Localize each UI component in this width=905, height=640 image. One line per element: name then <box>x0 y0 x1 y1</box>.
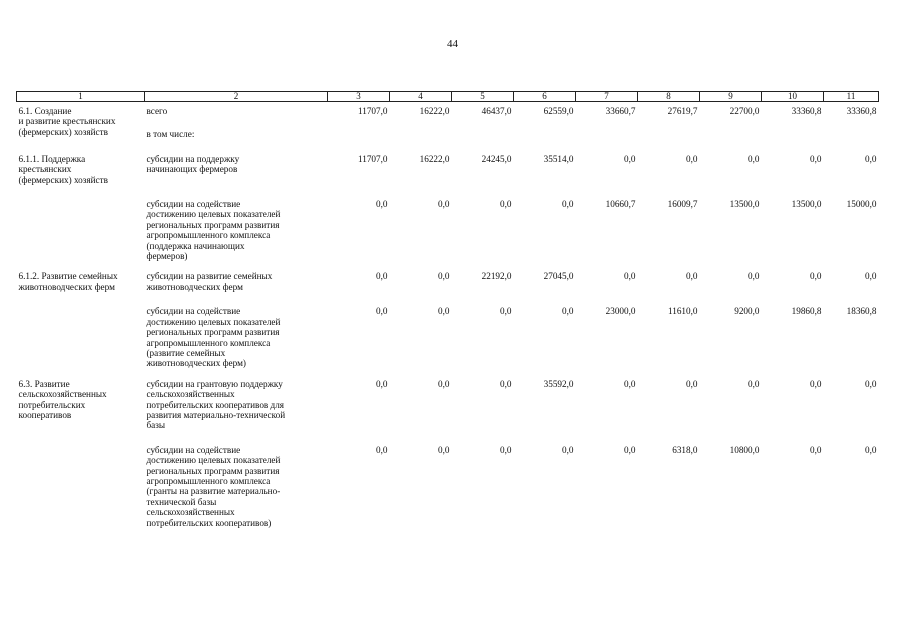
value-cell-col-6: 35514,0 <box>543 153 574 164</box>
value-cell-col-10: 19860,8 <box>791 306 822 317</box>
row-description-cell <box>145 102 328 140</box>
row-name-line: (фермерских) хозяйств <box>18 174 108 185</box>
column-header-8: 8 <box>638 92 700 102</box>
value-cell-col-6: 35592,0 <box>543 378 574 389</box>
row-name-line: потребительских <box>18 399 86 410</box>
table-row <box>17 185 879 261</box>
row-description-line: начинающих фермеров <box>146 164 238 175</box>
column-header-10: 10 <box>762 92 824 102</box>
table-row <box>17 261 879 292</box>
row-name-line: 6.1.1. Поддержка <box>18 153 86 164</box>
row-description-line: (развитие семейных <box>146 347 226 358</box>
row-description-line: достижению целевых показателей <box>146 455 281 466</box>
row-name-line: крестьянских <box>18 164 72 175</box>
value-cell-col-7: 0,0 <box>624 378 636 389</box>
row-name-line: (фермерских) хозяйств <box>18 126 108 137</box>
budget-table <box>16 91 879 528</box>
value-cell-col-7: 0,0 <box>624 153 636 164</box>
row-description-line: агропромышленного комплекса <box>146 230 271 241</box>
row-description-line: субсидии на содействие <box>146 199 241 210</box>
row-description-line: животноводческих ферм) <box>146 358 246 369</box>
value-cell-col-7: 23000,0 <box>605 306 636 317</box>
row-description-line: (гранты на развитие материально- <box>146 486 281 497</box>
value-cell-col-9: 22700,0 <box>729 106 760 116</box>
header-row <box>17 92 879 102</box>
row-description-cell <box>145 431 328 528</box>
value-cell-col-4: 0,0 <box>438 271 450 282</box>
value-cell-col-9: 10800,0 <box>729 444 760 455</box>
row-description-cell <box>145 185 328 261</box>
row-description-line: сельскохозяйственных <box>146 507 235 518</box>
row-name-cell <box>17 292 145 368</box>
table-row <box>17 102 879 140</box>
column-header-9: 9 <box>700 92 762 102</box>
row-name-line: 6.3. Развитие <box>18 378 70 389</box>
value-cell-col-6: 27045,0 <box>543 271 574 282</box>
value-cell-col-6: 0,0 <box>562 444 574 455</box>
value-cell-col-3: 0,0 <box>376 378 388 389</box>
value-cell-col-3: 11707,0 <box>357 106 388 116</box>
value-cell-col-11: 0,0 <box>865 444 877 455</box>
value-cell-col-3: 0,0 <box>376 444 388 455</box>
row-name-line: кооперативов <box>18 409 72 420</box>
value-cell-col-10: 33360,8 <box>791 106 822 116</box>
value-cell-col-5: 0,0 <box>500 444 512 455</box>
value-cell-col-3: 11707,0 <box>357 153 388 164</box>
value-cell-col-8: 16009,7 <box>667 199 698 210</box>
row-description-line: субсидии на содействие <box>146 306 241 317</box>
row-description-line: фермеров) <box>146 251 188 262</box>
column-header-3: 3 <box>328 92 390 102</box>
row-description-line: развития материально-технической <box>146 409 286 420</box>
row-description-line: субсидии на поддержку <box>146 153 240 164</box>
page-number: 44 <box>447 38 458 50</box>
including-label: в том числе: <box>146 129 195 140</box>
value-cell-col-10: 0,0 <box>810 444 822 455</box>
column-header-5: 5 <box>452 92 514 102</box>
value-cell-col-8: 6318,0 <box>672 444 698 455</box>
table-row <box>17 292 879 368</box>
row-description-line: достижению целевых показателей <box>146 316 281 327</box>
value-cell-col-4: 0,0 <box>438 199 450 210</box>
value-cell-col-7: 0,0 <box>624 271 636 282</box>
row-description-line: технической базы <box>146 496 217 507</box>
value-cell-col-4: 0,0 <box>438 444 450 455</box>
value-cell-col-7: 10660,7 <box>605 199 636 210</box>
row-description-line: региональных программ развития <box>146 465 280 476</box>
value-cell-col-5: 0,0 <box>500 306 512 317</box>
row-name-cell <box>17 431 145 528</box>
value-cell-col-8: 0,0 <box>686 271 698 282</box>
value-cell-col-4: 0,0 <box>438 378 450 389</box>
value-cell-col-4: 16222,0 <box>419 106 450 116</box>
column-header-7: 7 <box>576 92 638 102</box>
row-description-line: региональных программ развития <box>146 219 280 230</box>
value-cell-col-5: 22192,0 <box>481 271 512 282</box>
value-cell-col-5: 46437,0 <box>481 106 512 116</box>
table-row <box>17 431 879 528</box>
row-description-line: агропромышленного комплекса <box>146 337 271 348</box>
table-row <box>17 140 879 185</box>
value-cell-col-11: 18360,8 <box>846 306 877 317</box>
row-description-line: (поддержка начинающих <box>146 240 245 251</box>
row-name-line: 6.1. Создание <box>18 106 72 116</box>
value-cell-col-3: 0,0 <box>376 199 388 210</box>
column-header-6: 6 <box>514 92 576 102</box>
value-cell-col-6: 0,0 <box>562 199 574 210</box>
value-cell-col-8: 0,0 <box>686 153 698 164</box>
value-cell-col-11: 33360,8 <box>846 106 877 116</box>
column-header-1: 1 <box>17 92 145 102</box>
value-cell-col-8: 27619,7 <box>667 106 698 116</box>
value-cell-col-9: 9200,0 <box>734 306 760 317</box>
value-cell-col-7: 0,0 <box>624 444 636 455</box>
value-cell-col-8: 11610,0 <box>667 306 698 317</box>
row-description-line: субсидии на развитие семейных <box>146 271 273 282</box>
row-description-cell <box>145 292 328 368</box>
value-cell-col-10: 0,0 <box>810 378 822 389</box>
value-cell-col-11: 0,0 <box>865 378 877 389</box>
row-description-line: достижению целевых показателей <box>146 209 281 220</box>
column-header-2: 2 <box>145 92 328 102</box>
value-cell-col-3: 0,0 <box>376 271 388 282</box>
row-description-cell <box>145 369 328 431</box>
row-description-line: потребительских кооперативов) <box>146 517 272 528</box>
column-header-11: 11 <box>824 92 879 102</box>
value-cell-col-5: 0,0 <box>500 199 512 210</box>
row-description-line: потребительских кооперативов для <box>146 399 285 410</box>
row-name-cell <box>17 140 145 185</box>
value-cell-col-9: 0,0 <box>748 271 760 282</box>
row-description-line: региональных программ развития <box>146 327 280 338</box>
row-name-line: 6.1.2. Развитие семейных <box>18 271 118 282</box>
value-cell-col-5: 24245,0 <box>481 153 512 164</box>
column-header-4: 4 <box>390 92 452 102</box>
value-cell-col-8: 0,0 <box>686 378 698 389</box>
value-cell-col-11: 0,0 <box>865 153 877 164</box>
row-description-line: сельскохозяйственных <box>146 389 235 400</box>
row-name-line: сельскохозяйственных <box>18 389 107 400</box>
value-cell-col-10: 0,0 <box>810 153 822 164</box>
value-cell-col-11: 0,0 <box>865 271 877 282</box>
row-description-line: базы <box>146 420 166 431</box>
value-cell-col-3: 0,0 <box>376 306 388 317</box>
table-row <box>17 369 879 431</box>
value-cell-col-5: 0,0 <box>500 378 512 389</box>
row-name-cell <box>17 102 145 140</box>
row-name-cell <box>17 369 145 431</box>
value-cell-col-4: 16222,0 <box>419 153 450 164</box>
row-description-line: всего <box>146 106 168 116</box>
value-cell-col-11: 15000,0 <box>846 199 877 210</box>
row-description-line: животноводческих ферм <box>146 281 243 292</box>
row-description-cell <box>145 140 328 185</box>
row-name-line: животноводческих ферм <box>18 281 115 292</box>
row-description-line: субсидии на содействие <box>146 444 241 455</box>
row-name-line: и развитие крестьянских <box>18 116 116 127</box>
row-name-cell <box>17 185 145 261</box>
value-cell-col-6: 62559,0 <box>543 106 574 116</box>
value-cell-col-4: 0,0 <box>438 306 450 317</box>
row-description-line: субсидии на грантовую поддержку <box>146 378 283 389</box>
row-name-cell <box>17 261 145 292</box>
value-cell-col-7: 33660,7 <box>605 106 636 116</box>
value-cell-col-6: 0,0 <box>562 306 574 317</box>
value-cell-col-9: 13500,0 <box>729 199 760 210</box>
row-description-cell <box>145 261 328 292</box>
value-cell-col-9: 0,0 <box>748 153 760 164</box>
value-cell-col-10: 0,0 <box>810 271 822 282</box>
value-cell-col-9: 0,0 <box>748 378 760 389</box>
row-description-line: агропромышленного комплекса <box>146 475 271 486</box>
value-cell-col-10: 13500,0 <box>791 199 822 210</box>
